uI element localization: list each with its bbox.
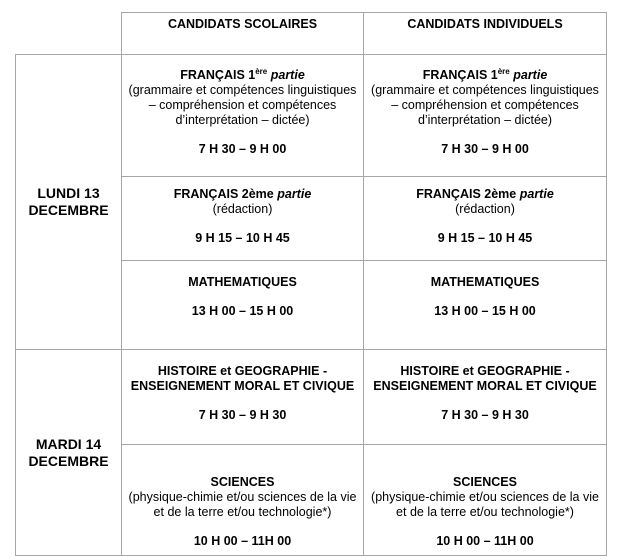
corner-cell bbox=[16, 13, 122, 55]
exam-francais1-individuels bbox=[364, 55, 607, 177]
exam-time: 7 H 30 – 9 H 30 bbox=[441, 408, 529, 422]
day-lundi bbox=[16, 55, 122, 350]
exam-time: 7 H 30 – 9 H 00 bbox=[198, 142, 287, 156]
row-francais-1 bbox=[16, 55, 607, 177]
exam-subject: MATHEMATIQUES bbox=[430, 275, 540, 289]
exam-maths-scolaires bbox=[122, 261, 364, 350]
day-mardi-line2: DECEMBRE bbox=[28, 452, 109, 469]
exam-time: 13 H 00 – 15 H 00 bbox=[434, 304, 536, 318]
exam-subject-line2: ENSEIGNEMENT MORAL ET CIVIQUE bbox=[373, 379, 597, 393]
exam-subject-line1: HISTOIRE et GEOGRAPHIE - bbox=[400, 364, 570, 378]
exam-subject: SCIENCES bbox=[453, 475, 517, 489]
exam-description: (rédaction) bbox=[455, 202, 515, 216]
exam-histoire-individuels bbox=[364, 350, 607, 445]
exam-histoire-scolaires bbox=[122, 350, 364, 445]
exam-sciences-scolaires bbox=[122, 445, 364, 556]
exam-maths-individuels bbox=[364, 261, 607, 350]
exam-time: 10 H 00 – 11H 00 bbox=[436, 534, 534, 548]
exam-time: 13 H 00 – 15 H 00 bbox=[191, 304, 294, 318]
day-lundi-line1: LUNDI 13 bbox=[37, 185, 100, 201]
exam-time: 9 H 15 – 10 H 45 bbox=[437, 231, 533, 245]
day-mardi bbox=[16, 350, 122, 556]
exam-time: 10 H 00 – 11H 00 bbox=[193, 534, 292, 548]
exam-time: 9 H 15 – 10 H 45 bbox=[195, 231, 290, 245]
header-candidats-scolaires: CANDIDATS SCOLAIRES bbox=[122, 13, 364, 55]
exam-subject-line2: ENSEIGNEMENT MORAL ET CIVIQUE bbox=[130, 379, 355, 393]
exam-francais2-scolaires bbox=[122, 177, 364, 261]
exam-time: 7 H 30 – 9 H 00 bbox=[441, 142, 529, 156]
exam-subject-line1: HISTOIRE et GEOGRAPHIE - bbox=[157, 364, 328, 378]
exam-francais2-individuels bbox=[364, 177, 607, 261]
header-candidats-individuels: CANDIDATS INDIVIDUELS bbox=[364, 13, 607, 55]
exam-description: (physique-chimie et/ou sciences de la vie et de la terre et/ou technologie*) bbox=[371, 490, 599, 519]
exam-description: (grammaire et compétences linguistiques – compréhension et compétences d’interprétation – dictée) bbox=[371, 83, 599, 127]
header-row bbox=[16, 13, 607, 55]
exam-schedule-table bbox=[15, 12, 607, 556]
exam-time: 7 H 30 – 9 H 30 bbox=[198, 408, 287, 422]
exam-sciences-individuels bbox=[364, 445, 607, 556]
exam-description: (rédaction) bbox=[212, 202, 273, 216]
row-histoire bbox=[16, 350, 607, 445]
day-lundi-line2: DECEMBRE bbox=[28, 202, 109, 218]
exam-description: (physique-chimie et/ou sciences de la vie et de la terre et/ou technologie*) bbox=[128, 490, 357, 519]
exam-subject: FRANÇAIS 1ère partie bbox=[422, 66, 548, 82]
day-mardi-line1: MARDI 14 bbox=[35, 435, 102, 452]
exam-subject: SCIENCES bbox=[210, 475, 275, 489]
exam-subject: FRANÇAIS 2ème partie bbox=[416, 187, 554, 201]
exam-description: (grammaire et compétences linguistiques – compréhension et compétences d’interprétation – dictée) bbox=[128, 83, 357, 127]
exam-subject: FRANÇAIS 2ème partie bbox=[173, 187, 312, 201]
exam-francais1-scolaires bbox=[122, 55, 364, 177]
exam-subject: FRANÇAIS 1ère partie bbox=[180, 66, 305, 82]
exam-subject: MATHEMATIQUES bbox=[188, 275, 297, 289]
